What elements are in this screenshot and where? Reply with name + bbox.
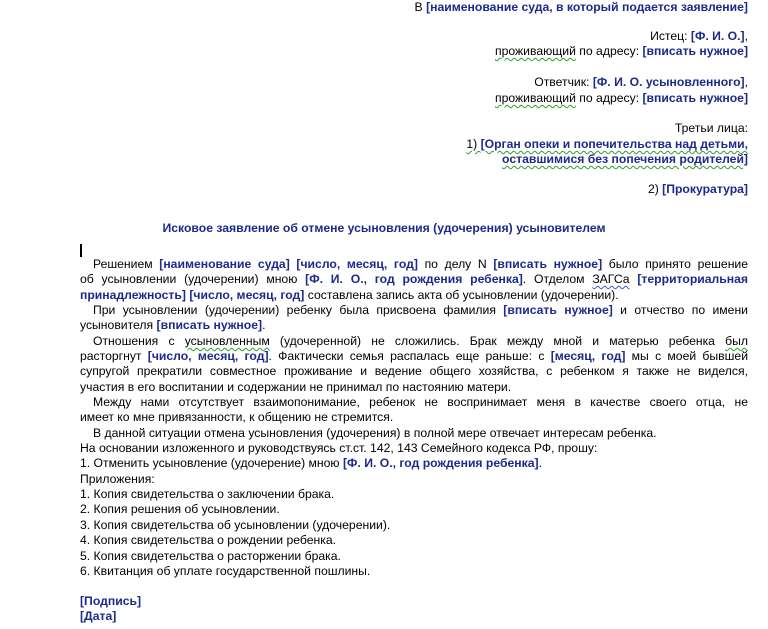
paragraph-3-line-3: супругой прекратили совместное проживание и ведение общего хозяйства, с ребенком я также не виделся, — [80, 364, 748, 378]
defendant-placeholder: [Ф. И. О. усыновленного] — [592, 75, 745, 89]
text-run: . Отделом — [522, 272, 593, 286]
defendant-address-label: проживающий — [495, 91, 576, 105]
text-run: расторгнут — [80, 349, 148, 363]
plaintiff-tail: , — [744, 29, 748, 43]
plaintiff-address-label: проживающий — [495, 44, 576, 58]
date-placeholder: [число, месяц, год] — [296, 257, 418, 271]
third-party-1-placeholder-b: оставшимися без попечения родителей] — [502, 152, 748, 166]
signature-placeholder: [Подпись] — [80, 594, 142, 608]
attachment-item: 2. Копия решения об усыновлении. — [80, 502, 280, 516]
paragraph-4-line-1: Между нами отсутствует взаимопонимание, ребенок не воспринимает меня в качестве своего отца, не — [93, 395, 748, 409]
text-run: Отношения с — [93, 334, 185, 348]
text-run: мы с моей бывшей — [625, 349, 749, 363]
defendant-line — [534, 75, 748, 90]
attachment-item: 6. Квитанция об уплате государственной пошлины. — [80, 564, 371, 578]
court-placeholder: [наименование суда, в который подается заявление] — [426, 0, 748, 14]
zags-word: ЗАГСа — [592, 272, 630, 286]
text-cursor — [80, 244, 82, 257]
record-date-placeholder: [число, месяц, год] — [189, 288, 305, 302]
defendant-address-placeholder: [вписать нужное] — [642, 91, 748, 105]
text-run: 1. Отменить усыновление (удочерение) мною — [80, 456, 343, 470]
divorce-date-placeholder: [число, месяц, год] — [147, 349, 269, 363]
third-party-2-placeholder: [Прокуратура] — [662, 182, 748, 196]
attachments-label: Приложения: — [80, 472, 155, 486]
attachment-item: 4. Копия свидетельства о рождении ребенка. — [80, 533, 337, 547]
attachment-item: 5. Копия свидетельства о расторжении брака. — [80, 549, 341, 563]
byl-word: был — [725, 334, 748, 348]
defendant-address-line — [495, 91, 748, 106]
text-run: (удочеренной) не сложились. Брак между мной и матерью ребенка — [269, 334, 726, 348]
text-run: и отчество по имени — [612, 303, 748, 317]
paragraph-1-line-3 — [80, 288, 619, 303]
paragraph-1-line-2 — [80, 272, 748, 287]
text-run: усыновителя — [80, 318, 157, 332]
court-prefix: В — [414, 0, 427, 14]
paragraph-3-line-2 — [80, 349, 748, 364]
case-number-placeholder: [вписать нужное] — [493, 257, 603, 271]
third-party-2-number: 2) — [647, 182, 663, 196]
defendant-label: Ответчик: — [534, 75, 593, 89]
text-run: . — [262, 318, 266, 332]
date-signature-placeholder: [Дата] — [80, 609, 117, 623]
text-run: . — [538, 456, 542, 470]
third-party-1-placeholder-a: [Орган опеки и попечительства над детьми, — [480, 137, 748, 151]
paragraph-6: На основании изложенного и руководствуясь ст.ст. 142, 143 Семейного кодекса РФ, прошу: — [80, 441, 598, 455]
patronymic-placeholder: [вписать нужное] — [156, 318, 263, 332]
plaintiff-address-placeholder: [вписать нужное] — [642, 44, 748, 58]
territory-placeholder-b: принадлежность] — [80, 288, 186, 302]
plaintiff-placeholder: [Ф. И. О.] — [690, 29, 745, 43]
text-run: Решением — [93, 257, 160, 271]
text-run: составлена запись акта об усыновлении (удочерении). — [304, 288, 619, 302]
text-run: по делу N — [417, 257, 494, 271]
attachment-item: 1. Копия свидетельства о заключении брака. — [80, 487, 335, 501]
plaintiff-address-mid: по адресу: — [575, 44, 643, 58]
court-line — [415, 0, 748, 15]
text-run: об усыновлении (удочерении) мною — [80, 272, 306, 286]
defendant-tail: , — [744, 75, 748, 89]
court-name-placeholder: [наименование суда] — [159, 257, 290, 271]
third-party-2-line — [648, 182, 748, 197]
request-child-placeholder: [Ф. И. О., год рождения ребенка] — [342, 456, 539, 470]
third-parties-label: Третьи лица: — [674, 121, 748, 135]
paragraph-2-line-1 — [93, 303, 748, 318]
request-line — [80, 456, 542, 471]
defendant-address-mid: по адресу: — [575, 91, 643, 105]
third-party-1-line-a — [466, 137, 748, 152]
text-run: При усыновлении (удочерении) ребенку была присвоена фамилия — [93, 303, 504, 317]
text-run: . Фактически семья распалась еще раньше: с — [268, 349, 551, 363]
child-name-placeholder: [Ф. И. О., год рождения ребенка] — [305, 272, 523, 286]
paragraph-1-line-1 — [93, 257, 748, 272]
paragraph-2-line-2 — [80, 318, 265, 333]
paragraph-3-line-1 — [93, 334, 748, 349]
document-title: Исковое заявление об отмене усыновления (удочерения) усыновителем — [162, 221, 606, 235]
third-party-1-line-b — [502, 152, 748, 167]
text-run: было принято решение — [602, 257, 749, 271]
third-party-1-number: 1) — [466, 137, 481, 151]
paragraph-3-line-4: участия в его воспитании и содержании не принимал по настоянию матери. — [80, 380, 512, 394]
territory-placeholder-a: [территориальная — [637, 272, 749, 286]
plaintiff-address-line — [495, 44, 748, 59]
paragraph-4-line-2: имеет ко мне привязанности, к общению не стремится. — [80, 410, 394, 424]
surname-placeholder: [вписать нужное] — [503, 303, 613, 317]
plaintiff-line — [650, 29, 748, 44]
paragraph-5: В данной ситуации отмена усыновления (удочерения) в полной мере отвечает интересам ребенка. — [93, 426, 657, 440]
month-year-placeholder: [месяц, год] — [550, 349, 626, 363]
plaintiff-label: Истец: — [650, 29, 691, 43]
attachment-item: 3. Копия свидетельства об усыновлении (удочерении). — [80, 518, 391, 532]
adopted-word: усыновленным — [184, 334, 270, 348]
